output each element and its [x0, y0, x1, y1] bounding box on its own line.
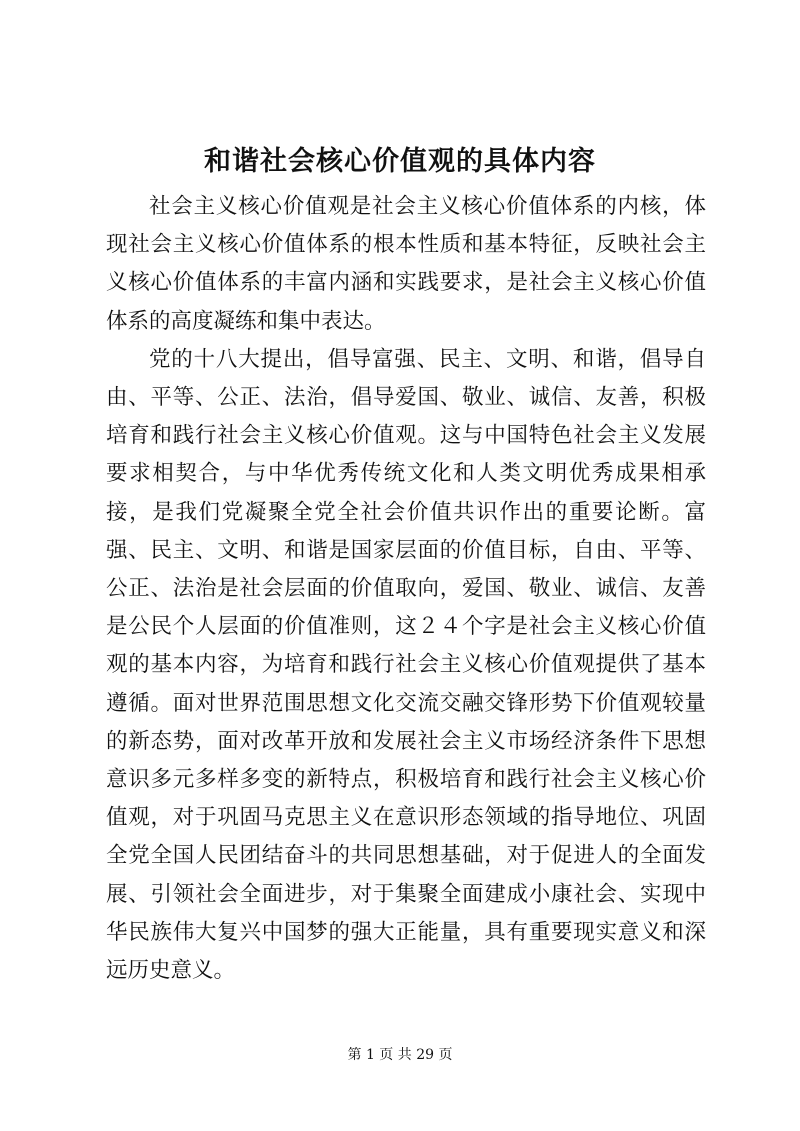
document-body [106, 188, 706, 990]
page-number-footer: 第 1 页 共 29 页 [347, 1047, 453, 1063]
paragraph-2: 党的十八大提出，倡导富强、民主、文明、和谐，倡导自由、平等、公正、法治，倡导爱国、敬业、诚信、友善，积极培育和践行社会主义核心价值观。这与中国特色社会主义发展要求相契合，与中华优秀传统文化和人类文明优秀成果相承接，是我们党凝聚全党全社会价值共识作出的重要论断。富强、民主、文明、和谐是国家层面的价值目标，自由、平等、公正、法治是社会层面的价值取向，爱国、敬业、诚信、友善是公民个人层面的价值准则，这２４个字是社会主义核心价值观的基本内容，为培育和践行社会主义核心价值观提供了基本遵循。面对世界范围思想文化交流交融交锋形势下价值观较量的新态势，面对改革开放和发展社会主义市场经济条件下思想意识多元多样多变的新特点，积极培育和践行社会主义核心价值观，对于巩固马克思主义在意识形态领域的指导地位、巩固全党全国人民团结奋斗的共同思想基础，对于促进人的全面发展、引领社会全面进步，对于集聚全面建成小康社会、实现中华民族伟大复兴中国梦的强大正能量，具有重要现实意义和深远历史意义。 [106, 346, 706, 984]
paragraph-1: 社会主义核心价值观是社会主义核心价值体系的内核，体现社会主义核心价值体系的根本性质和基本特征，反映社会主义核心价值体系的丰富内涵和实践要求，是社会主义核心价值体系的高度凝练和集中表达。 [106, 194, 706, 334]
document-title: 和谐社会核心价值观的具体内容 [204, 146, 596, 177]
